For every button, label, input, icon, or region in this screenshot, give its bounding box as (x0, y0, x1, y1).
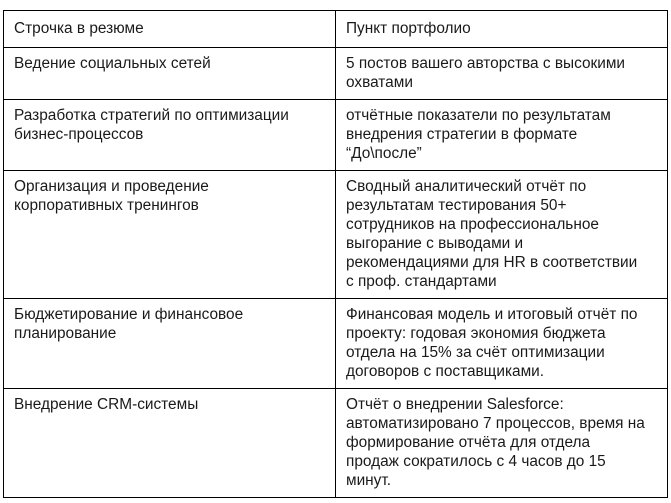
resume-portfolio-table (3, 10, 668, 498)
header-portfolio-item: Пункт портфолио (336, 11, 668, 48)
resume-cell: Ведение социальных сетей (4, 48, 336, 100)
portfolio-cell: Финансовая модель и итоговый отчёт по проекту: годовая экономия бюджета отдела на 15% за счёт оптимизации договоров с поставщиками. (336, 299, 668, 389)
header-resume-line: Строчка в резюме (4, 11, 336, 48)
table-header-row (4, 11, 668, 48)
portfolio-cell: Отчёт о внедрении Salesforce: автоматизировано 7 процессов, время на формирование отчёта для отдела продаж сократилось с 4 часов до 15 минут. (336, 389, 668, 498)
table-row (4, 299, 668, 389)
table-row (4, 100, 668, 171)
portfolio-cell: отчётные показатели по результатам внедрения стратегии в формате “До\после” (336, 100, 668, 171)
resume-cell: Разработка стратегий по оптимизации бизнес-процессов (4, 100, 336, 171)
table-row (4, 389, 668, 498)
table-row (4, 171, 668, 299)
portfolio-cell: Сводный аналитический отчёт по результатам тестирования 50+ сотрудников на профессиональное выгорание с выводами и рекомендациями для HR в соответствии с проф. стандартами (336, 171, 668, 299)
resume-cell: Организация и проведение корпоративных тренингов (4, 171, 336, 299)
portfolio-cell: 5 постов вашего авторства с высокими охватами (336, 48, 668, 100)
resume-cell: Внедрение CRM-системы (4, 389, 336, 498)
table-row (4, 48, 668, 100)
resume-cell: Бюджетирование и финансовое планирование (4, 299, 336, 389)
